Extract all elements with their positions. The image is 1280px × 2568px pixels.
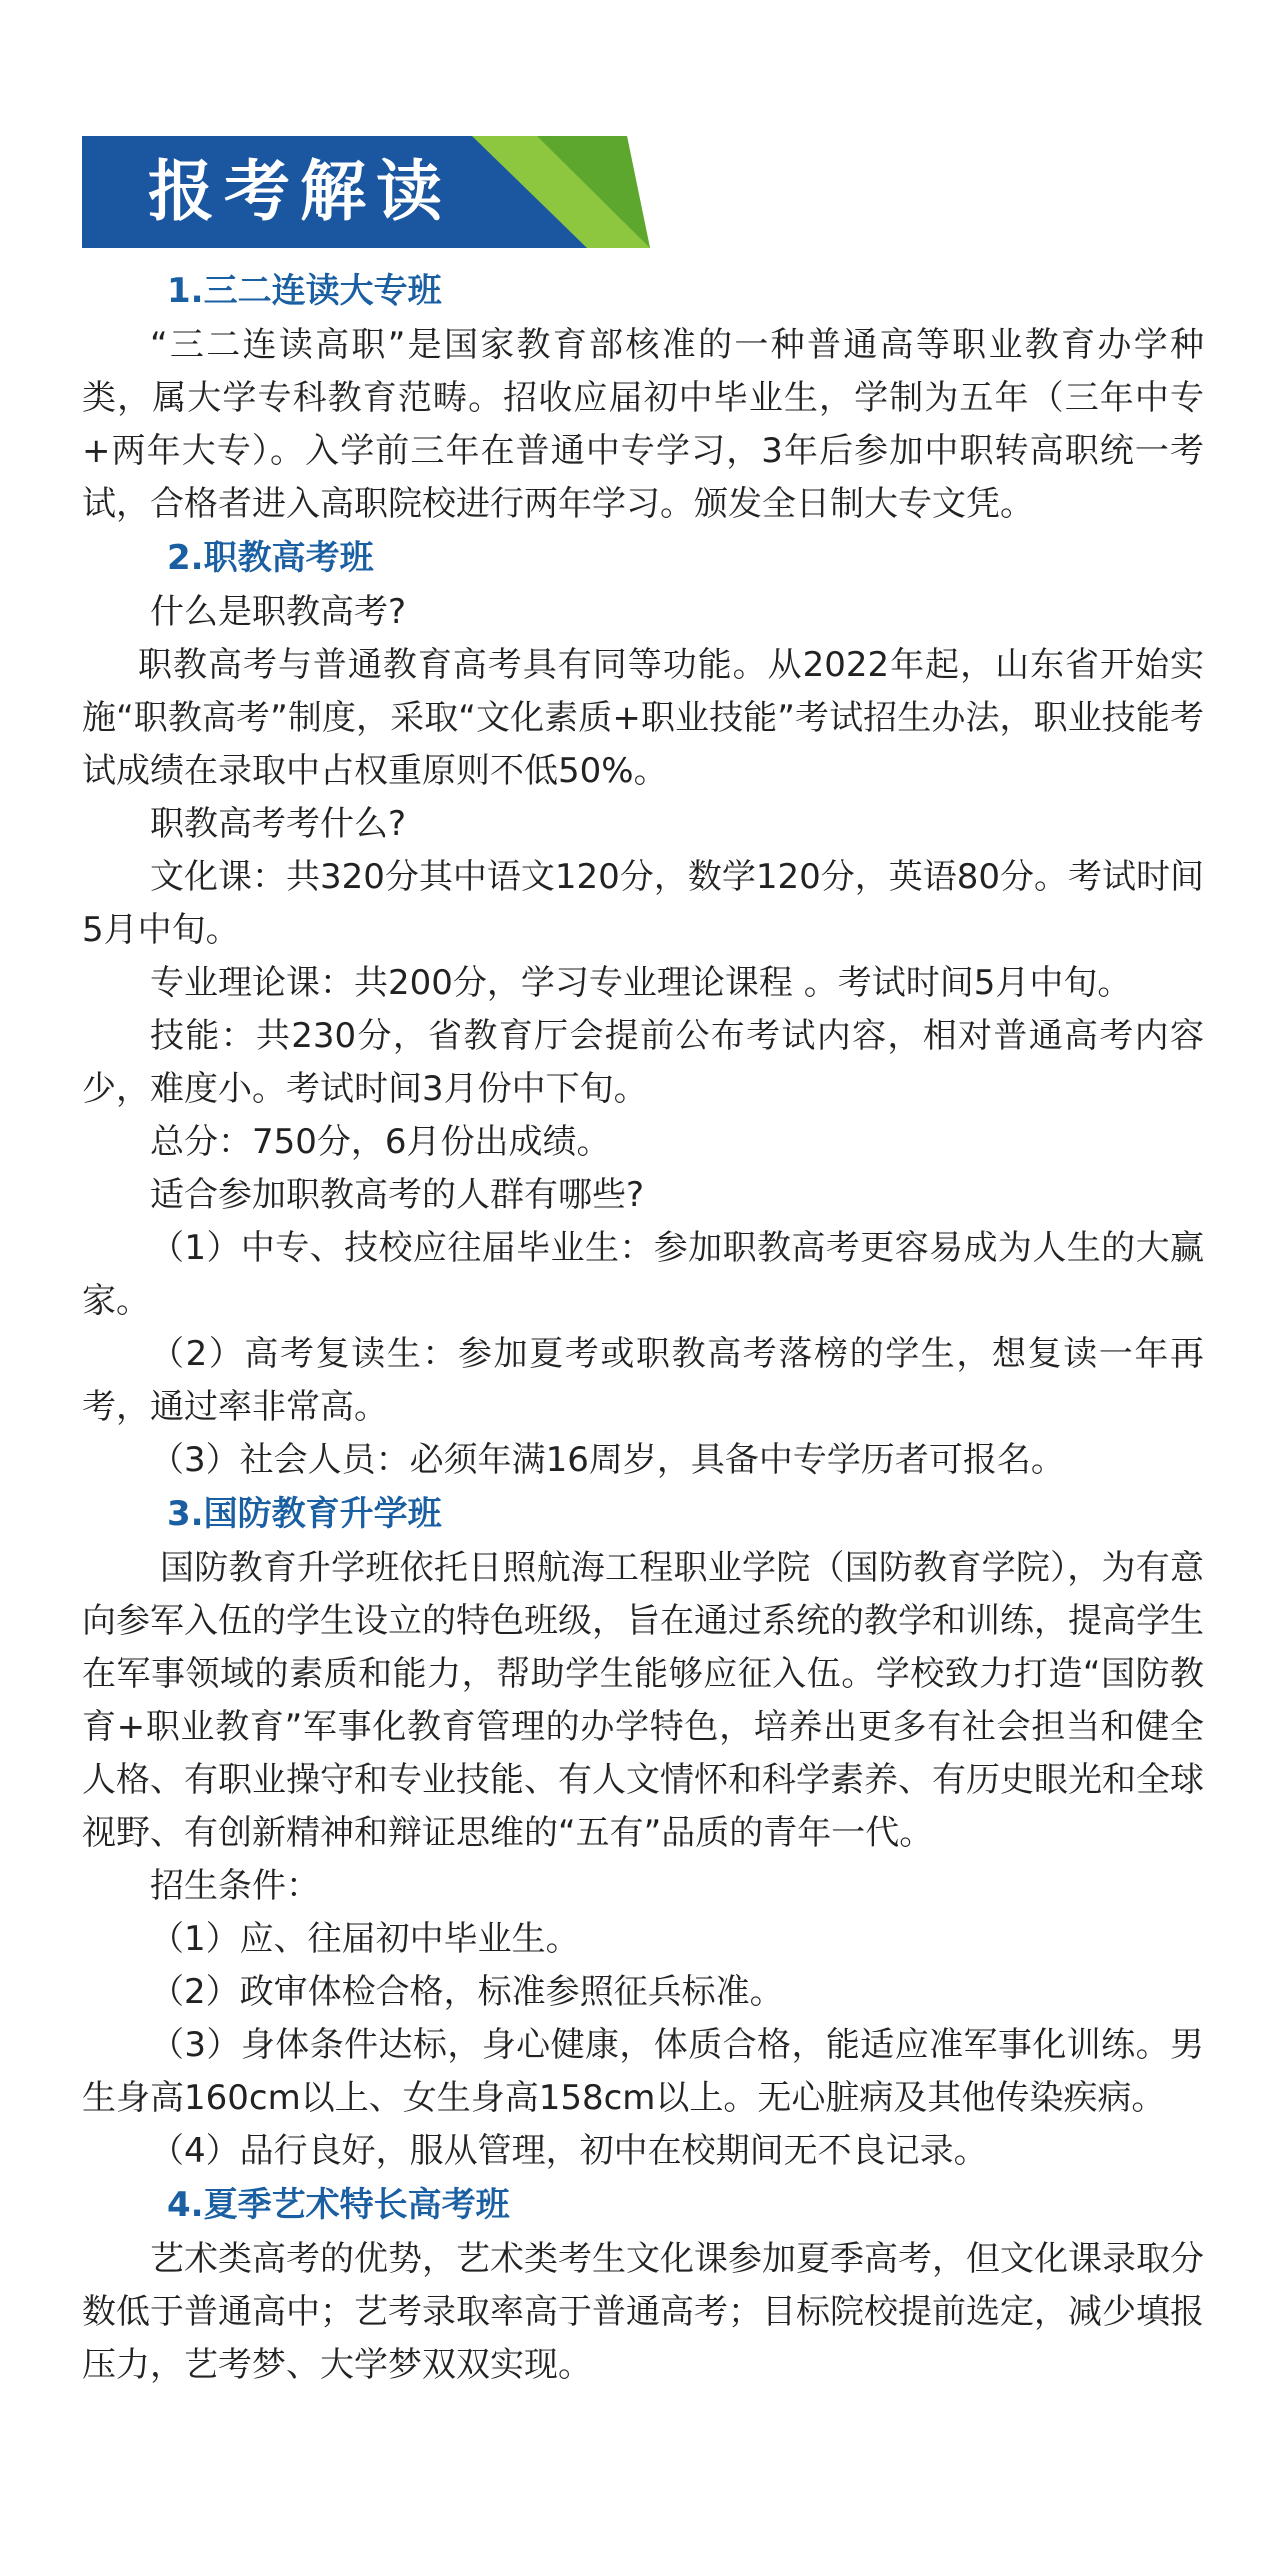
paragraph: 国防教育升学班依托日照航海工程职业学院（国防教育学院），为有意向参军入伍的学生设立的特色班级，旨在通过系统的教学和训练，提高学生在军事领域的素质和能力，帮助学生能够应征入伍。学校致力打造“国防教育+职业教育”军事化教育管理的办学特色，培养出更多有社会担当和健全人格、有职业操守和专业技能、有人文情怀和科学素养、有历史眼光和全球视野、有创新精神和辩证思维的“五有”品质的青年一代。 xyxy=(82,1548,1204,1853)
section-vocational-exam xyxy=(82,531,1204,1487)
list-item: （1）中专、技校应往届毕业生：参加职教高考更容易成为人生的大赢家。 xyxy=(82,1228,1204,1321)
article-body xyxy=(82,264,1204,2392)
paragraph: 专业理论课：共200分，学习专业理论课程 。考试时间5月中旬。 xyxy=(150,963,1132,1003)
paragraph: “三二连读高职”是国家教育部核准的一种普通高等职业教育办学种类，属大学专科教育范畴。招收应届初中毕业生，学制为五年（三年中专+两年大专）。入学前三年在普通中专学习，3年后参加中职转高职统一考试，合格者进入高职院校进行两年学习。颁发全日制大专文凭。 xyxy=(82,325,1204,524)
section-title: 4.夏季艺术特长高考班 xyxy=(167,2185,510,2225)
question-heading: 适合参加职教高考的人群有哪些? xyxy=(150,1175,645,1215)
section-art-exam xyxy=(82,2178,1204,2392)
section-three-two xyxy=(82,264,1204,531)
list-item: （3）身体条件达标，身心健康，体质合格，能适应准军事化训练。男生身高160cm以上、女生身高158cm以上。无心脏病及其他传染疾病。 xyxy=(82,2025,1204,2118)
page-title: 报考解读 xyxy=(148,153,452,230)
list-item: （2）政审体检合格，标准参照征兵标准。 xyxy=(150,1972,784,2012)
header-banner xyxy=(82,136,650,248)
section-title: 1.三二连读大专班 xyxy=(167,271,442,311)
paragraph: 职教高考与普通教育高考具有同等功能。从2022年起，山东省开始实施“职教高考”制度，采取“文化素质+职业技能”考试招生办法，职业技能考试成绩在录取中占权重原则不低50%。 xyxy=(82,645,1204,791)
section-national-defense xyxy=(82,1487,1204,2178)
paragraph: 艺术类高考的优势，艺术类考生文化课参加夏季高考，但文化课录取分数低于普通高中；艺考录取率高于普通高考；目标院校提前选定，减少填报压力，艺考梦、大学梦双双实现。 xyxy=(82,2239,1204,2385)
section-title: 3.国防教育升学班 xyxy=(167,1494,442,1534)
list-item: （2）高考复读生：参加夏考或职教高考落榜的学生，想复读一年再考，通过率非常高。 xyxy=(82,1334,1204,1427)
list-item: （4）品行良好，服从管理，初中在校期间无不良记录。 xyxy=(150,2131,988,2171)
paragraph: 文化课：共320分其中语文120分，数学120分，英语80分。考试时间5月中旬。 xyxy=(82,857,1204,950)
paragraph: 总分：750分，6月份出成绩。 xyxy=(150,1122,611,1162)
paragraph: 技能：共230分，省教育厅会提前公布考试内容，相对普通高考内容少，难度小。考试时间3月份中下旬。 xyxy=(82,1016,1204,1109)
question-heading: 职教高考考什么? xyxy=(150,804,407,844)
question-heading: 招生条件： xyxy=(150,1866,320,1906)
list-item: （1）应、往届初中毕业生。 xyxy=(150,1919,580,1959)
question-heading: 什么是职教高考? xyxy=(150,592,407,632)
list-item: （3）社会人员：必须年满16周岁，具备中专学历者可报名。 xyxy=(150,1440,1065,1480)
section-title: 2.职教高考班 xyxy=(167,538,374,578)
